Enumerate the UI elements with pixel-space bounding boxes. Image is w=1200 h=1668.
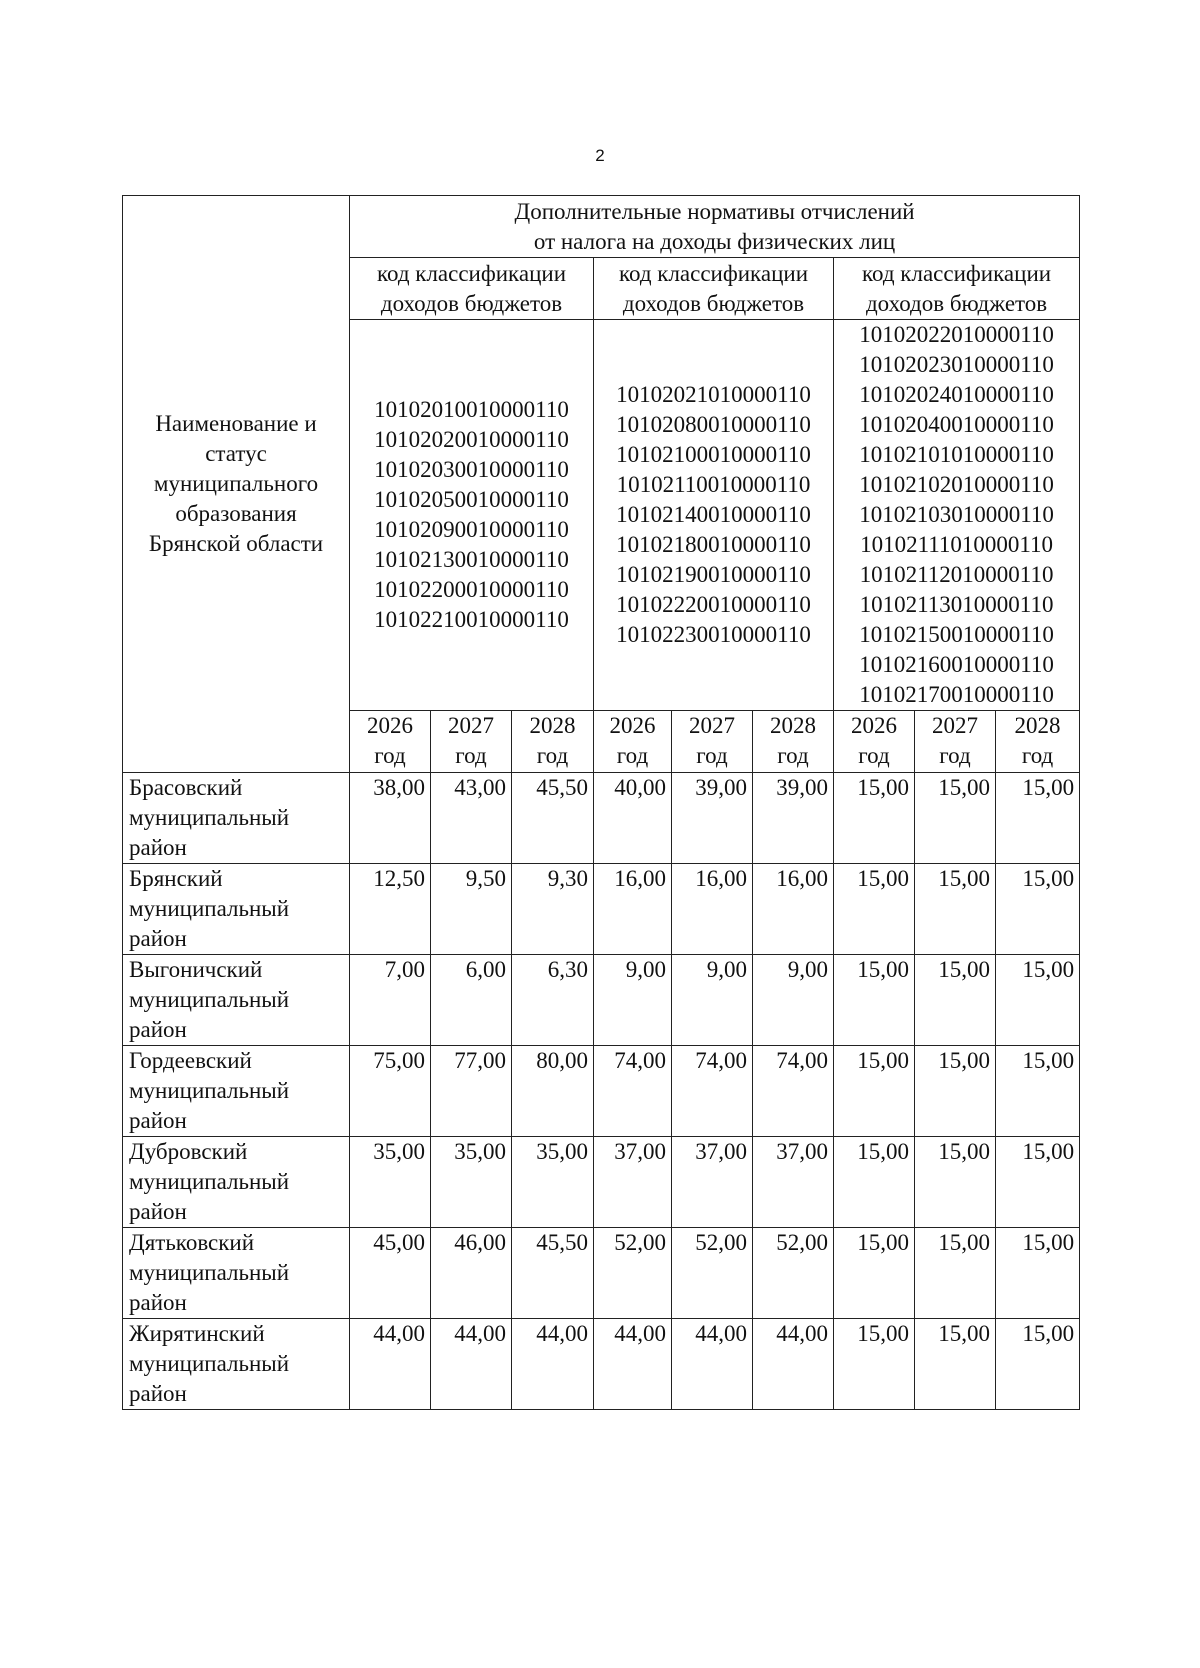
codes-group-2 bbox=[594, 320, 834, 711]
year-header: 2028 год bbox=[996, 711, 1080, 773]
table-row bbox=[123, 864, 1080, 955]
norm-value: 15,00 bbox=[834, 773, 915, 864]
norm-value: 15,00 bbox=[834, 1319, 915, 1410]
norm-value: 15,00 bbox=[915, 1046, 996, 1137]
kbk-code: 10102112010000110 bbox=[859, 562, 1054, 587]
norm-value: 15,00 bbox=[834, 1137, 915, 1228]
norm-value: 15,00 bbox=[915, 955, 996, 1046]
year-header: 2026 год bbox=[594, 711, 672, 773]
kbk-code: 10102210010000110 bbox=[374, 607, 569, 632]
norm-value: 15,00 bbox=[915, 773, 996, 864]
year-header: 2027 год bbox=[672, 711, 753, 773]
codes-group-1 bbox=[350, 320, 594, 711]
year-header: 2027 год bbox=[915, 711, 996, 773]
municipality-column-header: Наименование и статус муниципального образования Брянской области bbox=[123, 196, 350, 773]
kbk-code: 10102140010000110 bbox=[616, 502, 811, 527]
year-header: 2028 год bbox=[512, 711, 594, 773]
norm-value: 9,50 bbox=[431, 864, 512, 955]
norm-value: 6,00 bbox=[431, 955, 512, 1046]
kbk-code: 10102030010000110 bbox=[374, 457, 569, 482]
norm-value: 35,00 bbox=[431, 1137, 512, 1228]
norm-value: 16,00 bbox=[753, 864, 834, 955]
table-title: Дополнительные нормативы отчислений от налога на доходы физических лиц bbox=[350, 196, 1080, 258]
norm-value: 15,00 bbox=[834, 864, 915, 955]
norm-value: 38,00 bbox=[350, 773, 431, 864]
table-row bbox=[123, 1319, 1080, 1410]
norm-value: 16,00 bbox=[672, 864, 753, 955]
norm-value: 6,30 bbox=[512, 955, 594, 1046]
norm-value: 39,00 bbox=[672, 773, 753, 864]
kbk-label-group-3: код классификации доходов бюджетов bbox=[834, 258, 1080, 320]
deduction-norms-table bbox=[122, 195, 1080, 1410]
kbk-code: 10102230010000110 bbox=[616, 622, 811, 647]
norm-value: 52,00 bbox=[594, 1228, 672, 1319]
norm-value: 15,00 bbox=[996, 955, 1080, 1046]
norm-value: 45,50 bbox=[512, 1228, 594, 1319]
norm-value: 37,00 bbox=[672, 1137, 753, 1228]
kbk-code: 10102010010000110 bbox=[374, 397, 569, 422]
year-header: 2026 год bbox=[350, 711, 431, 773]
kbk-code: 10102220010000110 bbox=[616, 592, 811, 617]
kbk-code: 10102110010000110 bbox=[616, 472, 811, 497]
kbk-code: 10102023010000110 bbox=[859, 352, 1054, 377]
norm-value: 80,00 bbox=[512, 1046, 594, 1137]
norm-value: 37,00 bbox=[753, 1137, 834, 1228]
kbk-code: 10102090010000110 bbox=[374, 517, 569, 542]
municipality-name: Дятьковский муниципальный район bbox=[123, 1228, 350, 1319]
norm-value: 15,00 bbox=[834, 955, 915, 1046]
table-row bbox=[123, 1228, 1080, 1319]
norm-value: 7,00 bbox=[350, 955, 431, 1046]
norm-value: 44,00 bbox=[594, 1319, 672, 1410]
norm-value: 52,00 bbox=[672, 1228, 753, 1319]
year-header: 2027 год bbox=[431, 711, 512, 773]
norm-value: 15,00 bbox=[996, 773, 1080, 864]
norm-value: 9,00 bbox=[594, 955, 672, 1046]
kbk-code: 10102040010000110 bbox=[859, 412, 1054, 437]
page-number: 2 bbox=[595, 146, 605, 165]
norm-value: 45,00 bbox=[350, 1228, 431, 1319]
municipality-name: Дубровский муниципальный район bbox=[123, 1137, 350, 1228]
norm-value: 15,00 bbox=[915, 1319, 996, 1410]
norm-value: 74,00 bbox=[672, 1046, 753, 1137]
norm-value: 35,00 bbox=[350, 1137, 431, 1228]
norm-value: 15,00 bbox=[915, 1228, 996, 1319]
municipality-name: Выгоничский муниципальный район bbox=[123, 955, 350, 1046]
norm-value: 15,00 bbox=[834, 1228, 915, 1319]
kbk-code: 10102113010000110 bbox=[859, 592, 1054, 617]
norm-value: 44,00 bbox=[512, 1319, 594, 1410]
kbk-code: 10102080010000110 bbox=[616, 412, 811, 437]
norm-value: 15,00 bbox=[915, 1137, 996, 1228]
kbk-code: 10102022010000110 bbox=[859, 322, 1054, 347]
norm-value: 52,00 bbox=[753, 1228, 834, 1319]
norm-value: 77,00 bbox=[431, 1046, 512, 1137]
norm-value: 15,00 bbox=[915, 864, 996, 955]
table-row bbox=[123, 1137, 1080, 1228]
kbk-label-group-2: код классификации доходов бюджетов bbox=[594, 258, 834, 320]
norm-value: 35,00 bbox=[512, 1137, 594, 1228]
norm-value: 44,00 bbox=[672, 1319, 753, 1410]
norm-value: 16,00 bbox=[594, 864, 672, 955]
municipality-name: Гордеевский муниципальный район bbox=[123, 1046, 350, 1137]
norm-value: 15,00 bbox=[996, 1319, 1080, 1410]
norm-value: 15,00 bbox=[996, 1228, 1080, 1319]
norm-value: 44,00 bbox=[350, 1319, 431, 1410]
year-header: 2026 год bbox=[834, 711, 915, 773]
kbk-code: 10102021010000110 bbox=[616, 382, 811, 407]
table-row bbox=[123, 1046, 1080, 1137]
kbk-code: 10102100010000110 bbox=[616, 442, 811, 467]
norm-value: 9,00 bbox=[672, 955, 753, 1046]
norm-value: 44,00 bbox=[431, 1319, 512, 1410]
municipality-name: Жирятинский муниципальный район bbox=[123, 1319, 350, 1410]
table-row bbox=[123, 955, 1080, 1046]
codes-group-3 bbox=[834, 320, 1080, 711]
norm-value: 9,30 bbox=[512, 864, 594, 955]
norm-value: 9,00 bbox=[753, 955, 834, 1046]
kbk-code: 10102200010000110 bbox=[374, 577, 569, 602]
norm-value: 74,00 bbox=[594, 1046, 672, 1137]
norm-value: 74,00 bbox=[753, 1046, 834, 1137]
kbk-code: 10102101010000110 bbox=[859, 442, 1054, 467]
year-header: 2028 год bbox=[753, 711, 834, 773]
norm-value: 12,50 bbox=[350, 864, 431, 955]
norm-value: 40,00 bbox=[594, 773, 672, 864]
kbk-code: 10102024010000110 bbox=[859, 382, 1054, 407]
norm-value: 37,00 bbox=[594, 1137, 672, 1228]
norm-value: 43,00 bbox=[431, 773, 512, 864]
norm-value: 15,00 bbox=[996, 1046, 1080, 1137]
norm-value: 39,00 bbox=[753, 773, 834, 864]
kbk-code: 10102102010000110 bbox=[859, 472, 1054, 497]
kbk-code: 10102050010000110 bbox=[374, 487, 569, 512]
kbk-code: 10102190010000110 bbox=[616, 562, 811, 587]
kbk-code: 10102111010000110 bbox=[860, 532, 1054, 557]
kbk-code: 10102170010000110 bbox=[859, 682, 1054, 707]
table-row bbox=[123, 773, 1080, 864]
norm-value: 15,00 bbox=[996, 864, 1080, 955]
norm-value: 15,00 bbox=[834, 1046, 915, 1137]
norm-value: 15,00 bbox=[996, 1137, 1080, 1228]
municipality-name: Брянский муниципальный район bbox=[123, 864, 350, 955]
kbk-code: 10102160010000110 bbox=[859, 652, 1054, 677]
norm-value: 45,50 bbox=[512, 773, 594, 864]
kbk-code: 10102180010000110 bbox=[616, 532, 811, 557]
municipality-name: Брасовский муниципальный район bbox=[123, 773, 350, 864]
kbk-label-group-1: код классификации доходов бюджетов bbox=[350, 258, 594, 320]
norm-value: 44,00 bbox=[753, 1319, 834, 1410]
kbk-code: 10102150010000110 bbox=[859, 622, 1054, 647]
norm-value: 75,00 bbox=[350, 1046, 431, 1137]
norm-value: 46,00 bbox=[431, 1228, 512, 1319]
kbk-code: 10102103010000110 bbox=[859, 502, 1054, 527]
kbk-code: 10102130010000110 bbox=[374, 547, 569, 572]
kbk-code: 10102020010000110 bbox=[374, 427, 569, 452]
